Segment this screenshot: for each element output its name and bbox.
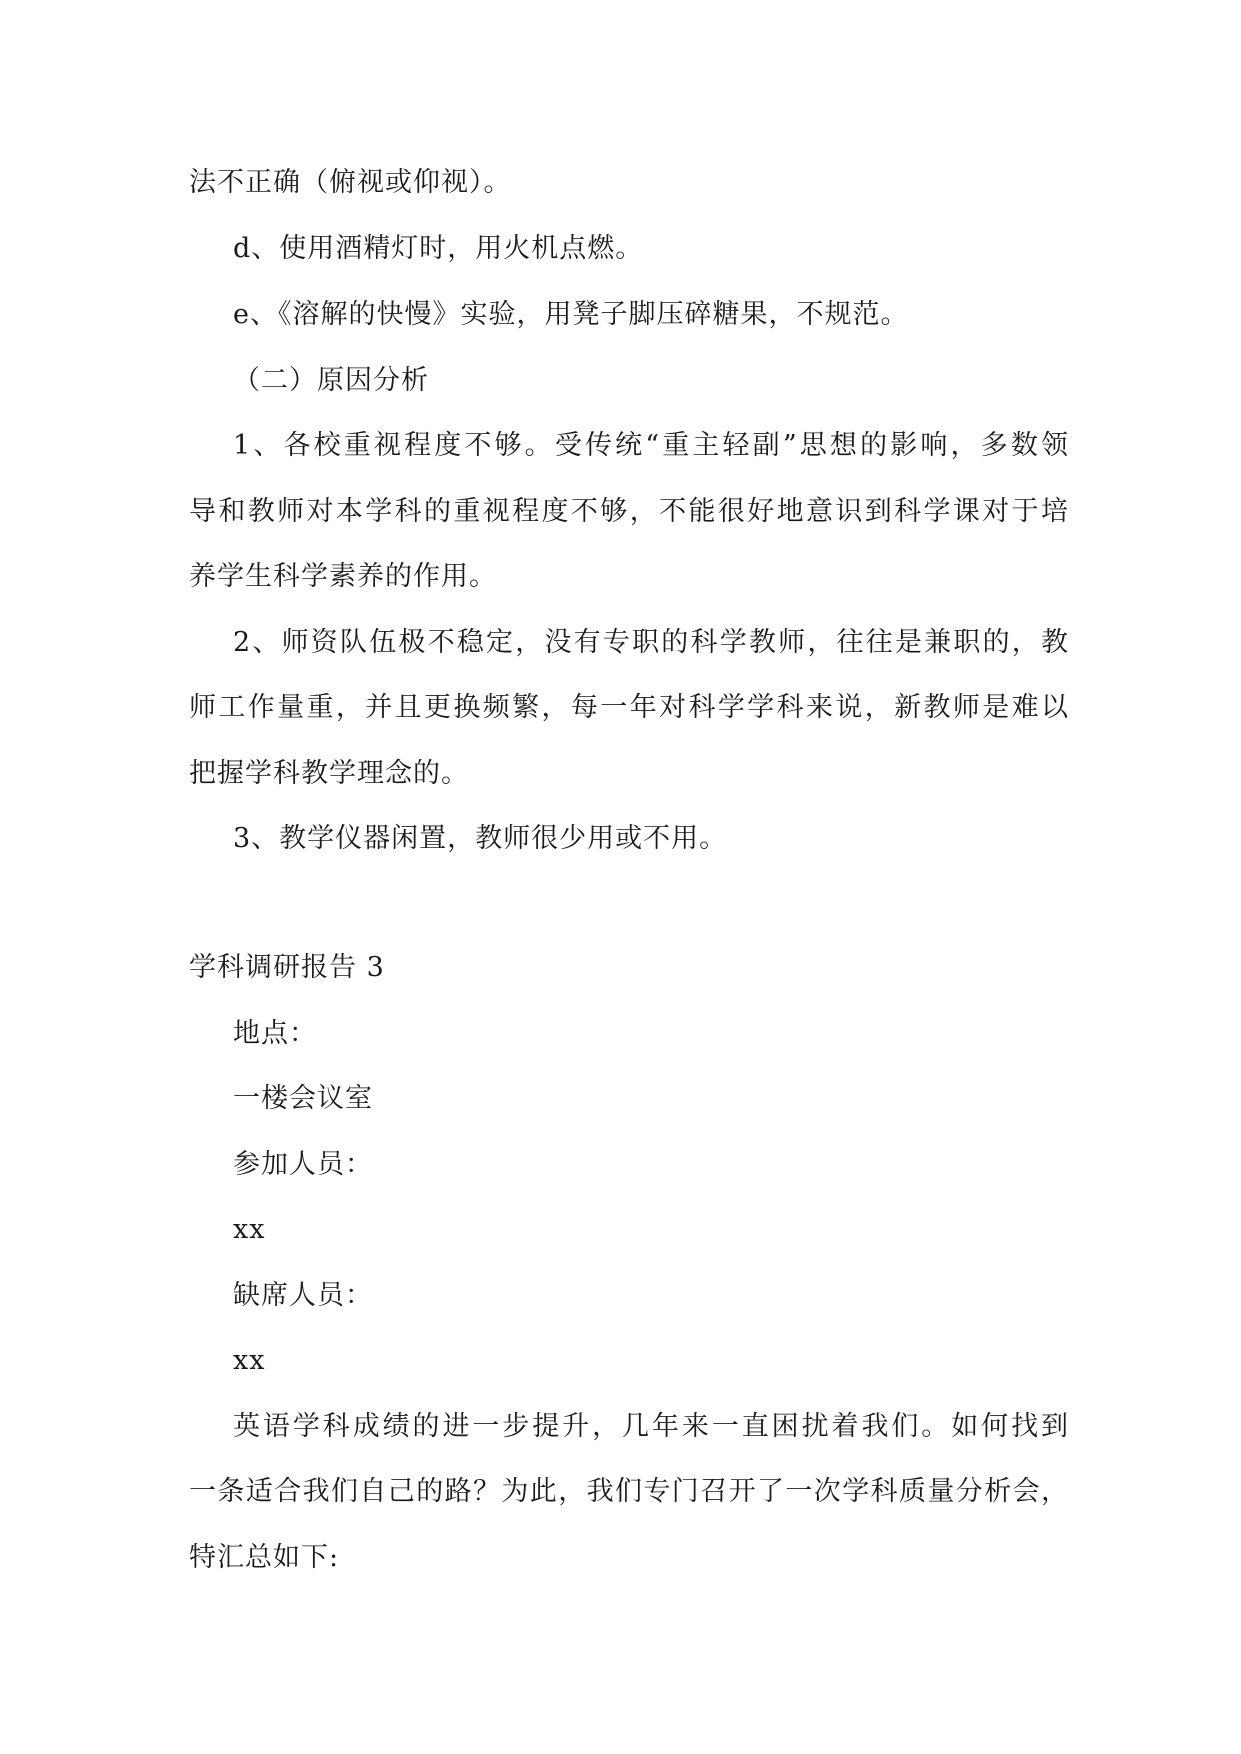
field-label-location: 地点：	[233, 1018, 317, 1049]
paragraph-line: 特汇总如下:	[189, 1542, 340, 1573]
paragraph-line: 1、各校重视程度不够。受传统“重主轻副”思想的影响，多数领	[233, 430, 1069, 461]
field-label-absentees: 缺席人员：	[233, 1280, 373, 1311]
field-value-location: 一楼会议室	[233, 1083, 373, 1114]
field-value-attendees: xx	[233, 1214, 266, 1245]
paragraph-line: 英语学科成绩的进一步提升，几年来一直困扰着我们。如何找到	[233, 1411, 1069, 1442]
list-item: e、《溶解的快慢》实验，用凳子脚压碎糖果，不规范。	[233, 299, 909, 330]
paragraph-line: 一条适合我们自己的路？为此，我们专门召开了一次学科质量分析会，	[189, 1476, 1069, 1507]
paragraph-line: 导和教师对本学科的重视程度不够，不能很好地意识到科学课对于培	[189, 496, 1069, 527]
paragraph-line: 师工作量重，并且更换频繁，每一年对科学学科来说，新教师是难以	[189, 692, 1069, 723]
paragraph-line: 把握学科教学理念的。	[189, 758, 469, 789]
paragraph-line: 养学生科学素养的作用。	[189, 561, 497, 592]
section-heading: （二）原因分析	[233, 365, 429, 396]
paragraph-line: 法不正确（俯视或仰视）。	[189, 167, 512, 198]
field-value-absentees: xx	[233, 1345, 266, 1376]
paragraph-line: 2、师资队伍极不稳定，没有专职的科学教师，往往是兼职的，教	[233, 627, 1069, 658]
paragraph-line: 3、教学仪器闲置，教师很少用或不用。	[233, 823, 728, 854]
report-title: 学科调研报告 3	[189, 952, 385, 983]
field-label-attendees: 参加人员：	[233, 1149, 373, 1180]
list-item: d、使用酒精灯时，用火机点燃。	[233, 233, 644, 264]
